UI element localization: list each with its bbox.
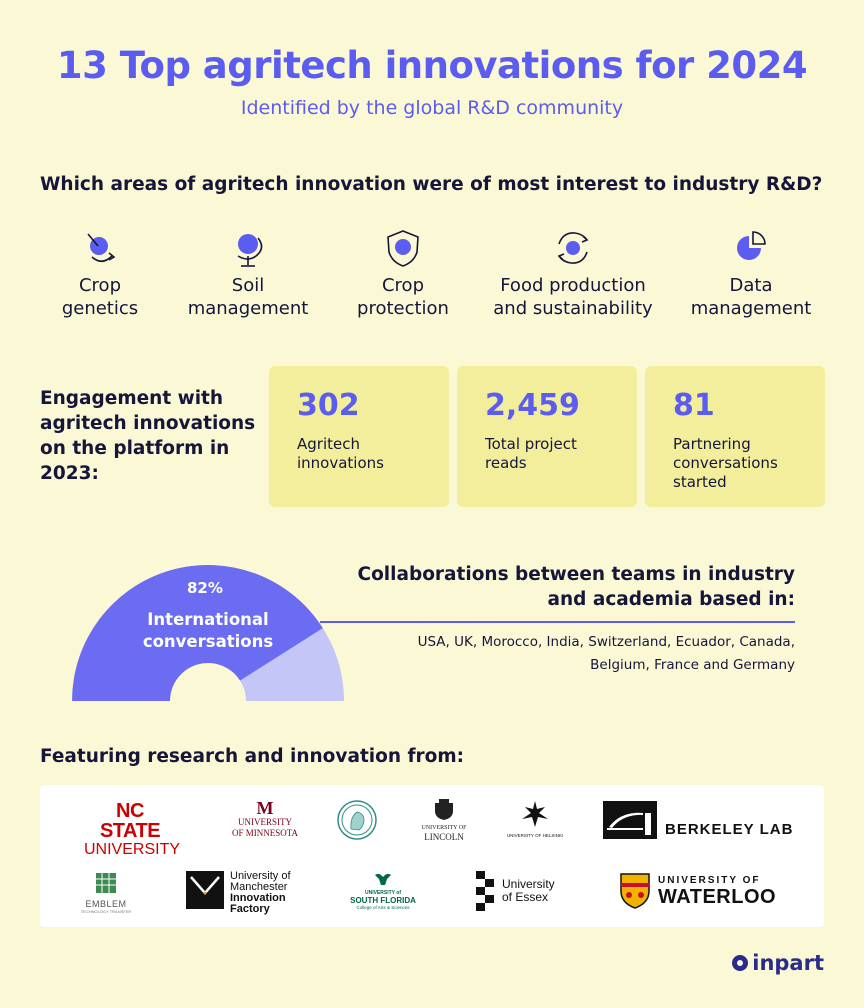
featuring-heading: Featuring research and innovation from: [40, 746, 465, 767]
logo-panel [40, 785, 824, 927]
shield-icon [381, 226, 425, 270]
bull-icon [374, 872, 392, 886]
waterloo-crest-icon [620, 873, 650, 909]
recycle-icon [551, 226, 595, 270]
area-label: Food production and sustainability [493, 275, 653, 319]
area-label: Soil management [187, 275, 309, 319]
collab-heading: Collaborations between teams in industry and academia based in: [357, 564, 795, 610]
stat-value: 2,459 [485, 388, 580, 423]
area-label: Crop genetics [61, 275, 139, 319]
emblem-logo: EMBLEM TECHNOLOGY TRANSFER [74, 871, 138, 914]
area-data-management [651, 226, 851, 320]
page-title: 13 Top agritech innovations for 2024 [56, 44, 808, 87]
essex-logo: University of Essex [476, 871, 555, 911]
stat-label: Agritech innovations [297, 435, 384, 472]
lincoln-logo: UNIVERSITY OF LINCOLN [418, 799, 470, 842]
minnesota-m-icon: M [256, 798, 274, 818]
manchester-logo: University of Manchester Innovation Factory [186, 871, 291, 915]
area-label: Crop protection [357, 275, 449, 319]
checker-icon [476, 871, 494, 911]
waterloo-logo: UNIVERSITY OF WATERLOO [620, 873, 776, 909]
building-icon [603, 801, 657, 839]
stat-card-innovations [269, 366, 449, 507]
globe-icon [226, 226, 270, 270]
stat-card-conversations [645, 366, 825, 507]
torch-icon [518, 799, 552, 829]
stat-value: 81 [673, 388, 715, 423]
interest-areas [0, 226, 864, 326]
ncstate-logo: NC STATE UNIVERSITY [84, 800, 181, 858]
area-label: Data management [690, 275, 812, 319]
dna-icon [78, 226, 122, 270]
interest-question: Which areas of agritech innovation were of most interest to industry R&D? [40, 174, 823, 195]
international-label: International conversations [142, 610, 274, 651]
stat-card-reads [457, 366, 637, 507]
collab-divider [320, 621, 795, 623]
berkeley-lab-logo: BERKELEY LAB [603, 801, 793, 839]
usf-logo: UNIVERSITY of SOUTH FLORIDA College of Arts & Sciences [348, 871, 418, 911]
inpart-logo-icon [732, 955, 748, 971]
cube-icon [93, 871, 119, 895]
crest-icon [431, 799, 457, 821]
pie-chart-icon [729, 226, 773, 270]
area-food-production [473, 226, 673, 320]
helsinki-logo: UNIVERSITY OF HELSINKI [502, 799, 568, 839]
engagement-heading: Engagement with agritech innovations on the platform in 2023: [40, 388, 256, 484]
collab-countries: USA, UK, Morocco, India, Switzerland, Ecuador, Canada, Belgium, France and Germany [417, 634, 795, 673]
medallion-icon [336, 799, 378, 841]
page-subtitle: Identified by the global R&D community [240, 97, 624, 119]
minnesota-logo: M UNIVERSITY OF MINNESOTA [220, 799, 310, 839]
max-planck-logo [336, 799, 378, 845]
inpart-brand: inpart [732, 951, 824, 975]
international-percent: 82% [187, 579, 223, 597]
m-block-icon [186, 871, 224, 909]
stat-value: 302 [297, 388, 360, 423]
stat-label: Partnering conversations started [673, 435, 778, 491]
stat-label: Total project reads [485, 435, 577, 472]
